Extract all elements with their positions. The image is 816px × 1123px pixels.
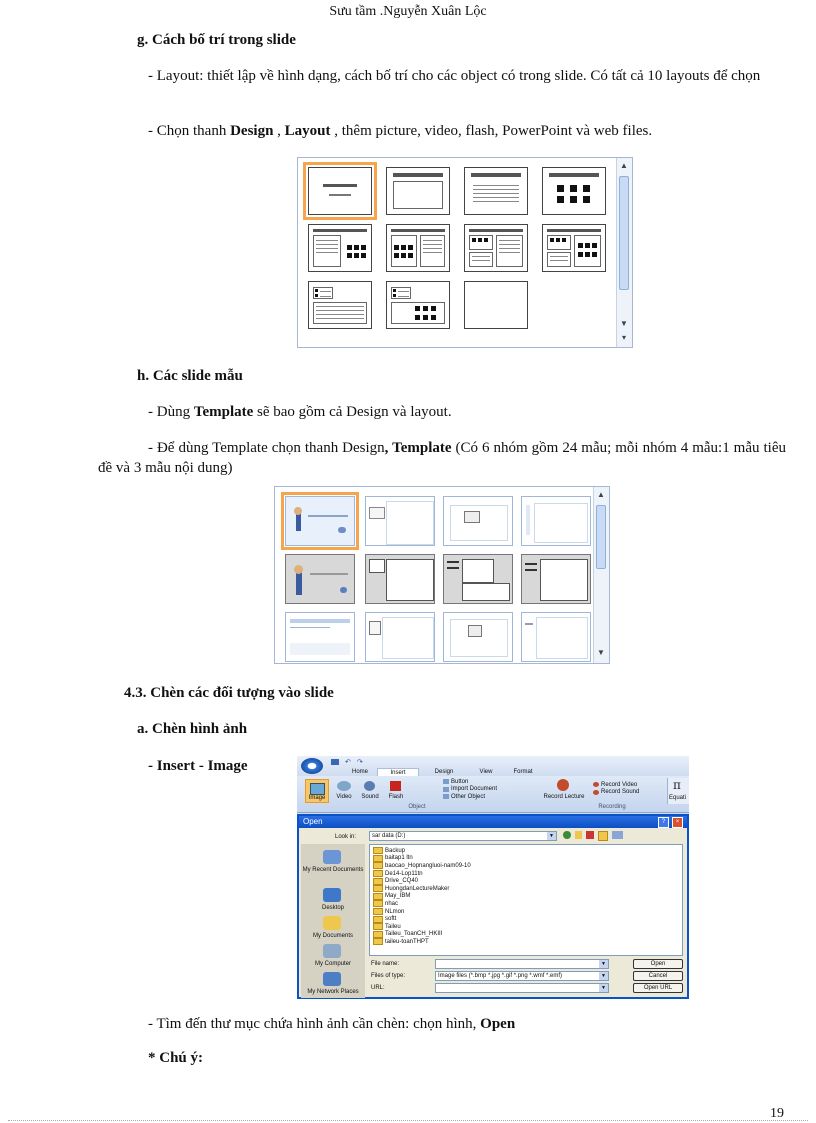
ppt-screenshot (297, 756, 689, 999)
paragraph-find-folder (148, 1014, 788, 1034)
views-icon[interactable] (612, 831, 623, 839)
folder-icon (373, 900, 383, 907)
dialog-title: Open (303, 817, 323, 826)
files-of-type-value: Image files (*.bmp *.jpg *.gif *.png *.wmf *.emf) (438, 973, 563, 979)
record-video-icon (593, 782, 599, 787)
scroll-thumb[interactable] (619, 176, 629, 290)
folder-icon (373, 870, 383, 877)
template-light-title[interactable] (285, 612, 355, 662)
layout-blank[interactable] (464, 281, 528, 329)
video-button[interactable] (333, 779, 355, 801)
page-number: 19 (770, 1106, 784, 1121)
heading-a: a. Chèn hình ảnh (137, 721, 248, 737)
desktop-icon (323, 888, 341, 902)
other-object[interactable] (443, 793, 523, 801)
help-icon[interactable]: ? (658, 817, 669, 828)
heading-4-3: 4.3. Chèn các đối tượng vào slide (124, 685, 334, 701)
delete-icon[interactable] (586, 831, 594, 839)
paragraph-use-template (98, 438, 786, 478)
cancel-button[interactable]: Cancel (633, 971, 683, 981)
template-dark-b[interactable] (443, 554, 513, 604)
file-name: taileu-toanTHPT (385, 938, 429, 945)
place-desktop-label: Desktop (321, 905, 344, 911)
open-url-button[interactable]: Open URL (633, 983, 683, 993)
template-content-a[interactable] (365, 496, 435, 546)
folder-icon (373, 923, 383, 930)
folder-icon (373, 885, 383, 892)
my-documents-icon (323, 916, 341, 930)
scroll-thumb[interactable] (596, 505, 606, 569)
scroll-down-icon[interactable]: ▼ (597, 648, 605, 657)
template-light-c[interactable] (521, 612, 591, 662)
footer-dotted-line (8, 1120, 808, 1121)
paragraph-layout: - Layout: thiết lập về hình dạng, cách bố trí cho các object có trong slide. Có tất cả 10 layouts để chọn (148, 68, 761, 84)
tab-view[interactable]: View (479, 769, 493, 775)
file-name: De14-Lop11tn (385, 870, 423, 877)
office-button-icon[interactable] (301, 758, 323, 774)
url-input[interactable] (435, 983, 609, 993)
other-object-label: Other Object (451, 793, 486, 800)
dialog-titlebar (299, 816, 687, 828)
text-run: - Chọn thanh (148, 123, 231, 139)
back-icon[interactable] (563, 831, 571, 839)
layout-section-header[interactable] (464, 167, 528, 215)
template-gallery-scrollbar[interactable] (593, 487, 609, 663)
equation-button[interactable] (667, 778, 689, 804)
object-icon (443, 794, 449, 799)
place-my-computer-label: My Computer (314, 961, 351, 967)
folder-icon (373, 916, 383, 923)
open-button[interactable]: Open (633, 959, 683, 969)
place-network-label: My Network Places (307, 989, 359, 995)
layout-text-bullets[interactable] (308, 281, 372, 329)
folder-icon (373, 878, 383, 885)
layout-mixed-b[interactable] (542, 224, 606, 272)
note-heading: * Chú ý: (148, 1050, 204, 1066)
file-name-input[interactable] (435, 959, 609, 969)
ribbon-small-buttons (443, 778, 523, 801)
chevron-down-icon[interactable]: ▼ (599, 960, 608, 968)
file-name: Drive_CQ40 (385, 878, 419, 885)
bold-template: , Template (384, 440, 452, 456)
place-network[interactable] (301, 972, 365, 996)
button-insert-label: Button (451, 778, 469, 785)
ppt-ribbon (297, 776, 689, 813)
place-desktop[interactable] (301, 888, 365, 912)
layout-gallery[interactable] (297, 157, 633, 348)
list-item[interactable] (373, 885, 679, 893)
tab-design[interactable]: Design (434, 769, 454, 775)
file-name: baocao_Hopnangluoi-nam09-10 (385, 862, 471, 869)
heading-g: g. Cách bố trí trong slide (137, 32, 296, 48)
file-name: May_IBM (385, 893, 411, 900)
text-run: , thêm picture, video, flash, PowerPoint và web files. (330, 123, 653, 139)
paragraph-template (148, 402, 788, 422)
template-title-gray[interactable] (285, 554, 355, 604)
layout-title-content[interactable] (386, 167, 450, 215)
text-run: - Dùng (148, 404, 194, 420)
flash-button[interactable] (385, 779, 407, 801)
group-recording-label: Recording (598, 804, 626, 810)
record-buttons (593, 781, 659, 796)
image-button[interactable] (305, 779, 329, 803)
template-dark-a[interactable] (365, 554, 435, 604)
file-name: Taileu_ToanCH_HKIII (385, 931, 443, 938)
folder-icon (373, 855, 383, 862)
record-sound-icon (593, 790, 599, 795)
pi-icon: π (673, 778, 681, 792)
bold-open: Open (480, 1016, 516, 1032)
layout-bullets-objects[interactable] (386, 281, 450, 329)
scroll-up-icon[interactable]: ▲ (620, 161, 628, 170)
folder-icon (373, 893, 383, 900)
text-run: , (273, 123, 285, 139)
list-item[interactable] (373, 908, 679, 916)
text-run: sẽ bao gồm cả Design và layout. (253, 404, 452, 420)
redo-icon[interactable]: ↷ (357, 759, 363, 766)
file-name: baitap1 ltn (385, 855, 413, 862)
folder-icon (373, 908, 383, 915)
file-name-label: File name: (371, 961, 400, 967)
place-recent[interactable] (301, 850, 365, 874)
tab-home[interactable]: Home (351, 769, 368, 775)
recent-documents-icon (323, 850, 341, 864)
close-icon[interactable]: × (672, 817, 683, 828)
layout-title-slide[interactable] (308, 167, 372, 215)
layout-gallery-scrollbar[interactable] (616, 158, 632, 347)
place-my-documents-label: My Documents (312, 933, 353, 939)
template-content-b[interactable] (443, 496, 513, 546)
file-name: NLmon (385, 908, 405, 915)
image-button-label: Image (308, 795, 326, 801)
record-sound-label: Record Sound (601, 789, 640, 796)
record-lecture-label: Record Lecture (543, 794, 585, 800)
record-lecture-button[interactable] (541, 779, 587, 801)
dialog-toolbar (563, 831, 623, 841)
template-light-b[interactable] (443, 612, 513, 662)
chevron-down-icon[interactable]: ▼ (547, 832, 556, 840)
list-item[interactable] (373, 900, 679, 908)
place-recent-label: My Recent Documents (302, 867, 364, 873)
text-run: - Để dùng Template chọn thanh Design (148, 440, 385, 456)
list-item[interactable] (373, 847, 679, 855)
look-in-label: Look in: (335, 834, 357, 840)
tab-format[interactable]: Format (513, 769, 533, 775)
template-gallery[interactable] (274, 486, 610, 664)
my-computer-icon (323, 944, 341, 958)
page-header: Sưu tầm .Nguyễn Xuân Lộc (329, 4, 487, 19)
chevron-down-icon[interactable]: ▼ (599, 984, 608, 992)
file-name: Backup (385, 847, 406, 854)
list-item[interactable] (373, 938, 679, 946)
place-my-computer[interactable] (301, 944, 365, 968)
layout-objects-text[interactable] (386, 224, 450, 272)
template-content-c[interactable] (521, 496, 591, 546)
import-document-label: Import Document (451, 786, 498, 793)
folder-icon (373, 938, 383, 945)
record-video-label: Record Video (601, 781, 638, 788)
layout-mixed-a[interactable] (464, 224, 528, 272)
heading-h: h. Các slide mẫu (137, 368, 243, 384)
template-dark-c[interactable] (521, 554, 591, 604)
text-run: - Tìm đến thư mục chứa hình ảnh cần chèn: chọn hình, (148, 1016, 481, 1032)
tab-insert[interactable]: Insert (377, 768, 419, 776)
files-of-type-select[interactable] (435, 971, 609, 981)
new-folder-icon[interactable] (598, 831, 608, 841)
bold-design: Design (230, 123, 274, 139)
url-label: URL: (371, 985, 385, 991)
equation-label: Equati (669, 795, 687, 801)
folder-icon (373, 931, 383, 938)
file-name: Taileu (385, 923, 401, 930)
files-of-type-label: Files of type: (371, 973, 406, 979)
bold-layout: Layout (284, 123, 331, 139)
look-in-value: sar data (D:) (372, 833, 406, 839)
layout-text-objects[interactable] (308, 224, 372, 272)
save-icon[interactable] (331, 759, 339, 765)
undo-icon[interactable]: ↶ (345, 759, 351, 766)
layout-title-objects[interactable] (542, 167, 606, 215)
sound-button[interactable] (359, 779, 381, 801)
folder-icon (373, 847, 383, 854)
text-run: (Có 6 nhóm gồm 24 mẫu; mỗi nhóm 4 mẫu:1 mẫu tiêu đề và 3 mẫu nội dung) (98, 440, 786, 476)
list-item[interactable] (373, 870, 679, 878)
chevron-down-icon[interactable]: ▼ (599, 972, 608, 980)
insert-image-step: - Insert - Image (148, 758, 248, 774)
place-my-documents[interactable] (301, 916, 365, 940)
folder-icon (373, 862, 383, 869)
template-title-blue[interactable] (285, 496, 355, 546)
document-icon (443, 787, 449, 792)
sound-button-label: Sound (361, 794, 379, 800)
look-in-select[interactable] (369, 831, 557, 841)
list-item[interactable] (373, 893, 679, 901)
open-dialog (297, 814, 689, 999)
scroll-more-icon[interactable]: ▾ (621, 333, 626, 342)
list-item[interactable] (373, 915, 679, 923)
file-name: nhac (385, 900, 399, 907)
file-list[interactable] (369, 844, 683, 956)
button-icon (443, 779, 449, 784)
bold-template: Template (193, 404, 254, 420)
paragraph-choose-design (148, 121, 788, 141)
ppt-tabs (343, 768, 563, 776)
template-light-a[interactable] (365, 612, 435, 662)
scroll-up-icon[interactable]: ▲ (597, 490, 605, 499)
file-name: HuongdanLectureMaker (385, 885, 450, 892)
flash-button-label: Flash (388, 794, 404, 800)
video-button-label: Video (336, 794, 352, 800)
up-folder-icon[interactable] (575, 831, 583, 839)
scroll-down-icon[interactable]: ▼ (620, 319, 628, 328)
file-name: softt (385, 916, 397, 923)
places-bar (301, 844, 365, 998)
record-sound[interactable] (593, 789, 659, 797)
network-places-icon (323, 972, 341, 986)
group-object-label: Object (408, 804, 426, 810)
